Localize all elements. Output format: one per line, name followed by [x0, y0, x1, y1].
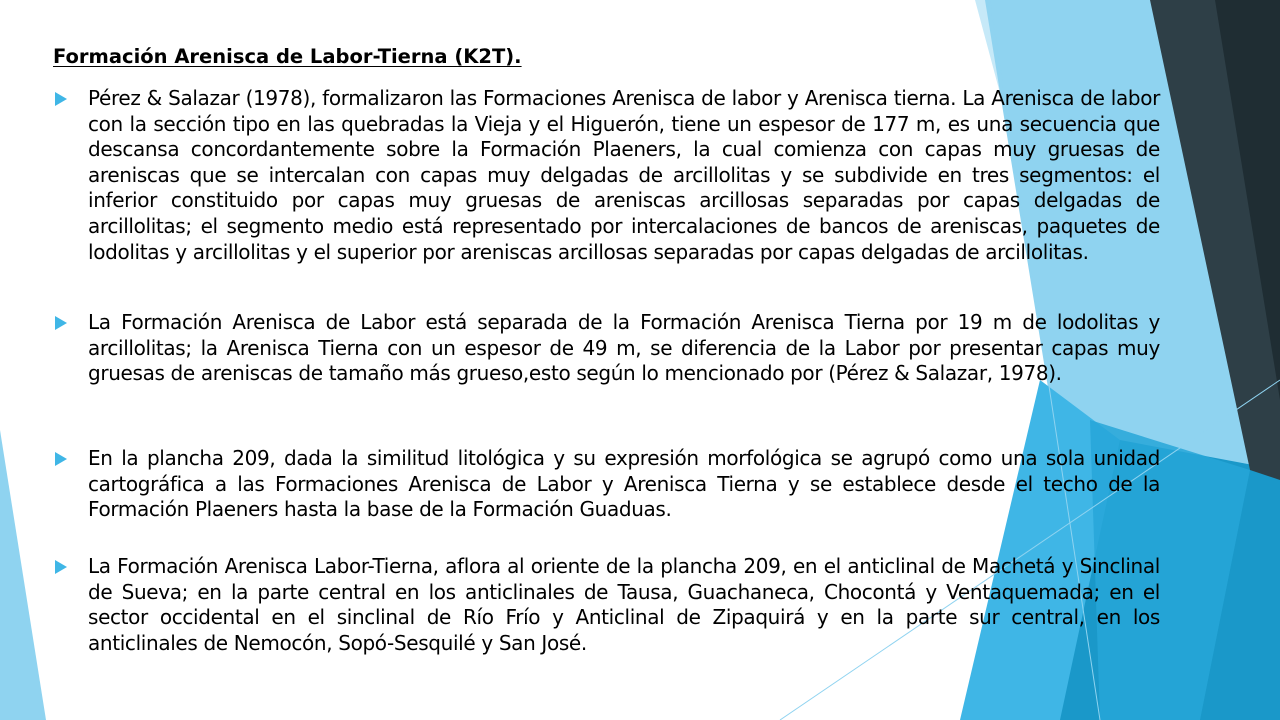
bullet-arrow-icon [55, 92, 67, 106]
bullet-text: La Formación Arenisca Labor-Tierna, aflora al oriente de la plancha 209, en el anticlinal de Machetá y Sinclinal de Sueva; en la parte central en los anticlinales de Tausa, Guachaneca, Chocontá y Ventaquemada; en el sector occidental en el sinclinal de Río Frío y Anticlinal de Zipaquirá y en la parte sur central, en los anticlinales de Nemocón, Sopó-Sesquilé y San José. [88, 554, 1160, 655]
left-accent-shape [0, 430, 46, 720]
bullet-arrow-icon [55, 316, 67, 330]
slide-title: Formación Arenisca de Labor-Tierna (K2T). [53, 45, 522, 68]
bullet-text: La Formación Arenisca de Labor está separada de la Formación Arenisca Tierna por 19 m de lodolitas y arcillolitas; la Arenisca Tierna con un espesor de 49 m, se diferencia de la Labor por presentar capas muy gruesas de areniscas de tamaño más grueso,esto según lo mencionado por (Pérez & Salazar, 1978). [88, 310, 1160, 386]
bullet-text: En la plancha 209, dada la similitud litológica y su expresión morfológica se agrupó como una sola unidad cartográfica a las Formaciones Arenisca de Labor y Arenisca Tierna y se establece desde el techo de la Formación Plaeners hasta la base de la Formación Guaduas. [88, 446, 1160, 522]
bullet-arrow-icon [55, 560, 67, 574]
bullet-arrow-icon [55, 452, 67, 466]
bullet-text: Pérez & Salazar (1978), formalizaron las Formaciones Arenisca de labor y Arenisca tierna. La Arenisca de labor con la sección tipo en las quebradas la Vieja y el Higuerón, tiene un espesor de 177 m, es una secuencia que descansa concordantemente sobre la Formación Plaeners, la cual comienza con capas muy gruesas de areniscas que se intercalan con capas muy delgadas de arcillolitas y se subdivide en tres segmentos: el inferior constituido por capas muy gruesas de areniscas arcillosas separadas por capas delgadas de arcillolitas; el segmento medio está representado por intercalaciones de bancos de areniscas, paquetes de lodolitas y arcillolitas y el superior por areniscas arcillosas separadas por capas delgadas de arcillolitas. [88, 86, 1160, 264]
